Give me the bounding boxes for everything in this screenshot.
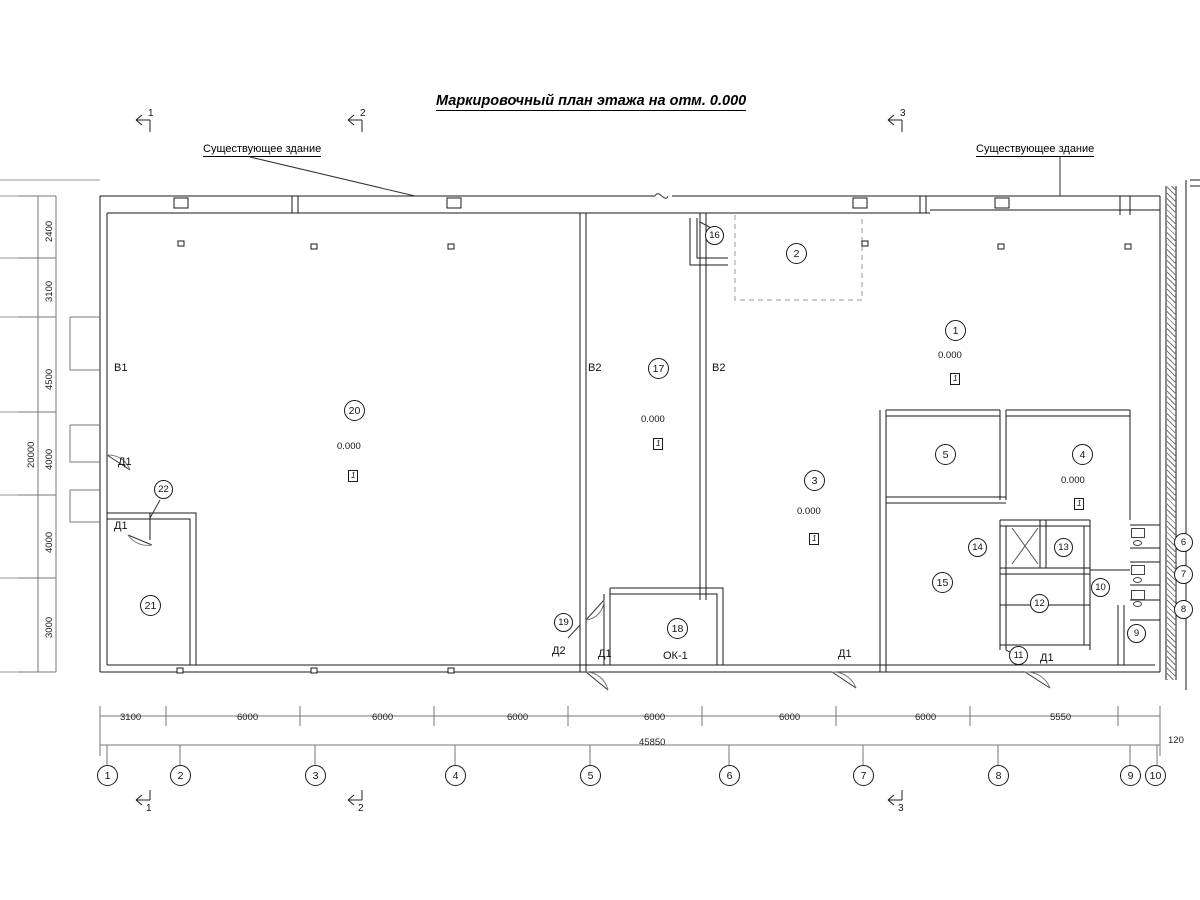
section-mark-3-bottom: 3 bbox=[898, 803, 904, 814]
room-number-22: 22 bbox=[154, 480, 173, 499]
room-number-20: 20 bbox=[344, 400, 365, 421]
axis-bubble-7: 7 bbox=[853, 765, 874, 786]
section-mark-1-bottom: 1 bbox=[146, 803, 152, 814]
dim-v-4: 4000 bbox=[44, 448, 55, 470]
door-tag-d2: Д2 bbox=[552, 645, 566, 657]
room-number-4: 4 bbox=[1072, 444, 1093, 465]
dim-v-3: 4500 bbox=[44, 368, 55, 390]
room-number-16: 16 bbox=[705, 226, 724, 245]
axis-bubble-1: 1 bbox=[97, 765, 118, 786]
dim-h-1: 3100 bbox=[120, 712, 142, 723]
axis-bubble-8: 8 bbox=[988, 765, 1009, 786]
window-tag-v1: В1 bbox=[114, 362, 128, 374]
room-number-3: 3 bbox=[804, 470, 825, 491]
dim-v-1: 2400 bbox=[44, 220, 55, 242]
room-number-9: 9 bbox=[1127, 624, 1146, 643]
room-level-20: 0.000 bbox=[337, 441, 361, 452]
axis-bubble-10: 10 bbox=[1145, 765, 1166, 786]
room-number-7: 7 bbox=[1174, 565, 1193, 584]
note-existing-building-left: Существующее здание bbox=[203, 143, 322, 155]
room-number-17: 17 bbox=[648, 358, 669, 379]
room-number-10: 10 bbox=[1091, 578, 1110, 597]
fixture-sink-3 bbox=[1131, 590, 1145, 600]
fixture-wc-3 bbox=[1133, 601, 1142, 607]
fixture-wc-2 bbox=[1133, 577, 1142, 583]
room-number-6: 6 bbox=[1174, 533, 1193, 552]
axis-bubble-9: 9 bbox=[1120, 765, 1141, 786]
dim-h-9: 120 bbox=[1168, 735, 1184, 746]
dim-h-total: 45850 bbox=[639, 737, 666, 748]
dim-v-5: 4000 bbox=[44, 531, 55, 553]
room-level-4: 0.000 bbox=[1061, 475, 1085, 486]
axis-bubble-6: 6 bbox=[719, 765, 740, 786]
door-tag-d1-a: Д1 bbox=[118, 456, 132, 468]
room-number-14: 14 bbox=[968, 538, 987, 557]
dim-h-6: 6000 bbox=[779, 712, 801, 723]
room-number-5: 5 bbox=[935, 444, 956, 465]
room-number-19: 19 bbox=[554, 613, 573, 632]
opening-tag-ok1: ОК-1 bbox=[663, 650, 688, 662]
section-mark-2-top: 2 bbox=[360, 108, 366, 119]
room-level-17: 0.000 bbox=[641, 414, 665, 425]
door-tag-d1-b: Д1 bbox=[114, 520, 128, 532]
door-tag-d1-c: Д1 bbox=[598, 648, 612, 660]
room-number-18: 18 bbox=[667, 618, 688, 639]
fixture-sink-1 bbox=[1131, 528, 1145, 538]
axis-bubble-2: 2 bbox=[170, 765, 191, 786]
axis-bubble-3: 3 bbox=[305, 765, 326, 786]
axis-bubble-4: 4 bbox=[445, 765, 466, 786]
dim-h-4: 6000 bbox=[507, 712, 529, 723]
room-level-3: 0.000 bbox=[797, 506, 821, 517]
dim-v-total: 20000 bbox=[26, 441, 37, 468]
room-number-8: 8 bbox=[1174, 600, 1193, 619]
room-level-1: 0.000 bbox=[938, 350, 962, 361]
dim-h-8: 5550 bbox=[1050, 712, 1072, 723]
window-tag-v2-a: В2 bbox=[588, 362, 602, 374]
axis-bubble-5: 5 bbox=[580, 765, 601, 786]
dim-h-3: 6000 bbox=[372, 712, 394, 723]
room-number-1: 1 bbox=[945, 320, 966, 341]
dim-h-7: 6000 bbox=[915, 712, 937, 723]
room-number-15: 15 bbox=[932, 572, 953, 593]
room-flag-3: 1 bbox=[809, 533, 819, 545]
room-flag-4: 1 bbox=[1074, 498, 1084, 510]
door-tag-d1-e: Д1 bbox=[1040, 652, 1054, 664]
room-flag-1: 1 bbox=[950, 373, 960, 385]
door-tag-d1-d: Д1 bbox=[838, 648, 852, 660]
dim-v-2: 3100 bbox=[44, 280, 55, 302]
section-mark-1-top: 1 bbox=[148, 108, 154, 119]
section-mark-3-top: 3 bbox=[900, 108, 906, 119]
room-number-21: 21 bbox=[140, 595, 161, 616]
room-number-12: 12 bbox=[1030, 594, 1049, 613]
window-tag-v2-b: В2 bbox=[712, 362, 726, 374]
room-flag-20: 1 bbox=[348, 470, 358, 482]
room-number-2: 2 bbox=[786, 243, 807, 264]
room-number-11: 11 bbox=[1009, 646, 1028, 665]
dim-h-5: 6000 bbox=[644, 712, 666, 723]
section-mark-2-bottom: 2 bbox=[358, 803, 364, 814]
dim-v-6: 3000 bbox=[44, 616, 55, 638]
fixture-wc-1 bbox=[1133, 540, 1142, 546]
room-number-13: 13 bbox=[1054, 538, 1073, 557]
fixture-sink-2 bbox=[1131, 565, 1145, 575]
dim-h-2: 6000 bbox=[237, 712, 259, 723]
note-existing-building-right: Существующее здание bbox=[976, 143, 1095, 155]
room-flag-17: 1 bbox=[653, 438, 663, 450]
page-title: Маркировочный план этажа на отм. 0.000 bbox=[436, 93, 747, 109]
